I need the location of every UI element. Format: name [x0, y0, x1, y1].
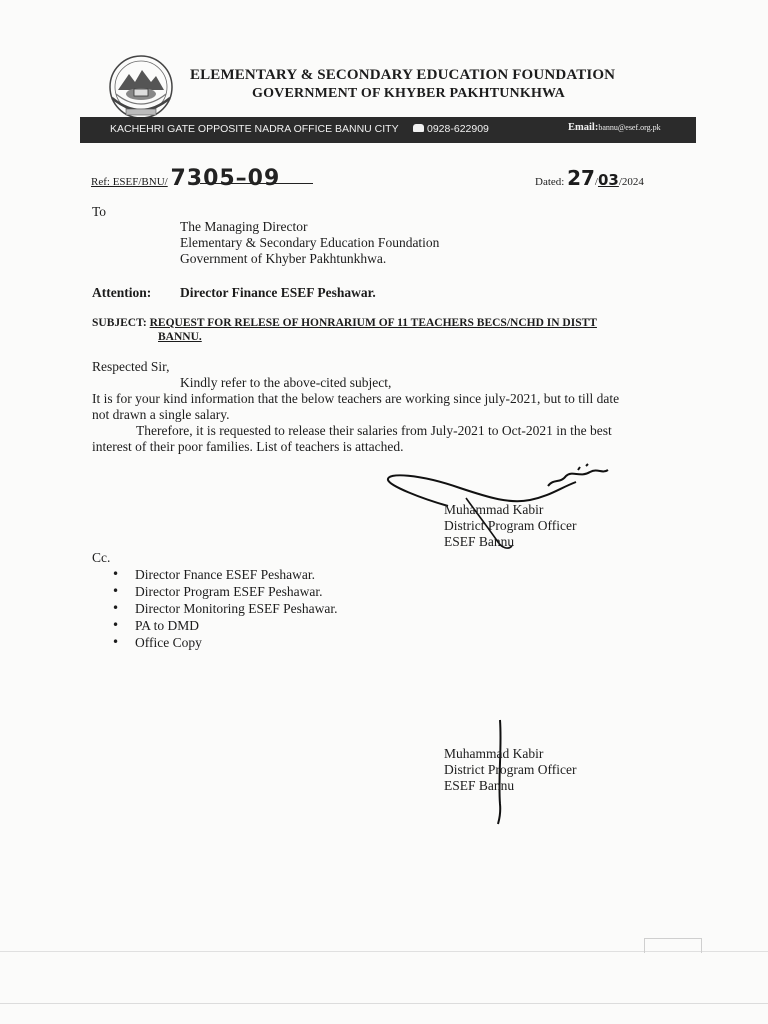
email	[568, 122, 661, 133]
body-paragraph-2-line-1: It is for your kind information that the below teachers are working since july-2021, but to till date	[92, 391, 620, 406]
recipient-line-1: The Managing Director	[180, 219, 308, 234]
cc-list	[112, 566, 337, 651]
reference-number	[91, 166, 280, 191]
subject-label: SUBJECT:	[92, 317, 147, 329]
scan-line	[0, 1003, 768, 1004]
page-tab-mark	[644, 938, 702, 953]
ref-handwritten-number: 7305–09	[170, 166, 281, 191]
cc-label: Cc.	[92, 550, 111, 565]
signatory-1-name: Muhammad Kabir	[444, 502, 544, 517]
signatory-2-office: ESEF Bannu	[444, 778, 515, 793]
body-paragraph-3-line-2: interest of their poor families. List of teachers is attached.	[92, 439, 404, 454]
signatory-2-designation: District Program Officer	[444, 762, 577, 777]
email-value: bannu@esef.org.pk	[598, 123, 661, 132]
ref-underline	[200, 183, 313, 184]
attention-label: Attention:	[92, 285, 152, 300]
phone-icon	[413, 124, 424, 132]
body-paragraph-2-line-2: not drawn a single salary.	[92, 407, 230, 422]
date-sep: /	[594, 176, 598, 188]
ref-prefix: Ref: ESEF/BNU/	[91, 176, 168, 188]
body-paragraph-3-line-1: Therefore, it is requested to release their salaries from July-2021 to Oct-2021 in the best	[136, 423, 612, 438]
email-label: Email:	[568, 122, 599, 133]
phone-value: 0928-622909	[427, 123, 489, 135]
recipient-line-3: Government of Khyber Pakhtunkhwa.	[180, 251, 387, 266]
esef-emblem-icon	[104, 54, 178, 120]
office-address: KACHEHRI GATE OPPOSITE NADRA OFFICE BANNU CITY	[110, 123, 399, 135]
cc-item: • Director Monitoring ESEF Peshawar.	[112, 600, 337, 617]
date-label: Dated:	[535, 176, 565, 188]
date-month: 03	[597, 171, 619, 189]
subject-line-2: BANNU.	[158, 331, 202, 343]
subject-line-1: REQUEST FOR RELESE OF HONRARIUM OF 11 TEACHERS BECS/NCHD IN DISTT	[149, 317, 597, 329]
signatory-1-office: ESEF Bannu	[444, 534, 515, 549]
phone-number	[413, 123, 489, 135]
body-paragraph-1: Kindly refer to the above-cited subject,	[180, 375, 392, 390]
subject	[92, 316, 597, 344]
letter-date	[535, 166, 644, 190]
to-label: To	[92, 204, 107, 219]
cc-item: • Director Fnance ESEF Peshawar.	[112, 566, 337, 583]
cc-item: • PA to DMD	[112, 617, 337, 634]
cc-item: • Office Copy	[112, 634, 337, 651]
date-year: /2024	[618, 176, 644, 188]
salutation: Respected Sir,	[92, 359, 170, 374]
signatory-2-name: Muhammad Kabir	[444, 746, 544, 761]
cc-item: • Director Program ESEF Peshawar.	[112, 583, 337, 600]
signatory-1-designation: District Program Officer	[444, 518, 577, 533]
gov-name: GOVERNMENT OF KHYBER PAKHTUNKHWA	[252, 86, 565, 101]
recipient-line-2: Elementary & Secondary Education Foundation	[180, 235, 440, 250]
attention-value: Director Finance ESEF Peshawar.	[180, 285, 376, 300]
date-day: 27	[567, 166, 595, 190]
org-name: ELEMENTARY & SECONDARY EDUCATION FOUNDATION	[190, 67, 616, 83]
contact-bar	[80, 117, 696, 143]
